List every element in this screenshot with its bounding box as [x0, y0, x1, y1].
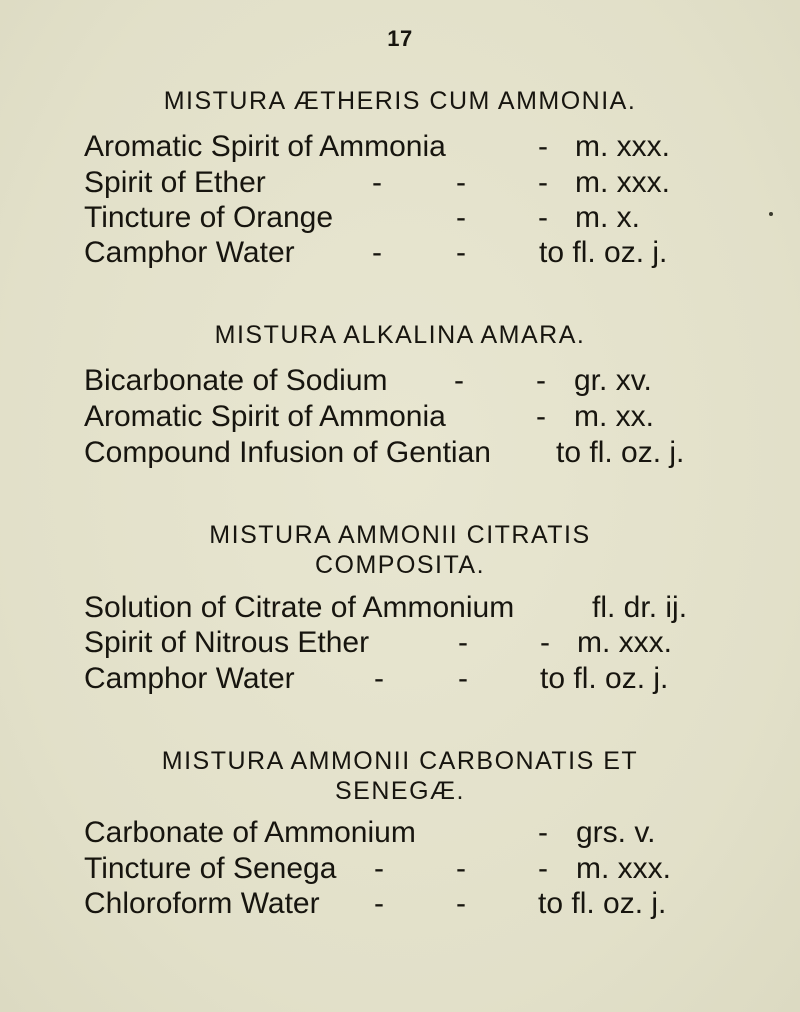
ink-speck	[769, 212, 773, 216]
ingredient-quantity: gr. xv.	[574, 364, 652, 397]
heading-line: MISTURA ALKALINA AMARA.	[214, 321, 586, 349]
leader-dash: -	[456, 166, 466, 199]
recipe-row	[84, 235, 720, 271]
ingredient-name: Carbonate of Ammonium	[84, 816, 416, 849]
ingredient-quantity: fl. dr. ij.	[592, 591, 688, 624]
ingredient-name: Chloroform Water	[84, 887, 320, 920]
leader-dash: -	[454, 364, 464, 397]
ingredient-name: Camphor Water	[84, 662, 295, 695]
recipe-row	[84, 661, 720, 697]
ingredient-quantity: m. xx.	[574, 400, 654, 433]
leader-dash: -	[538, 201, 548, 234]
ingredient-quantity: m. xxx.	[575, 166, 670, 199]
ingredient-quantity: to fl. oz. j.	[556, 436, 685, 469]
leader-dash: -	[456, 236, 466, 269]
recipe-row	[84, 625, 720, 661]
ingredient-quantity: grs. v.	[576, 816, 656, 849]
ingredient-name: Compound Infusion of Gentian	[84, 436, 491, 469]
ingredient-name: Solution of Citrate of Ammonium	[84, 591, 515, 624]
recipe-heading-mistura-ammonii-citratis	[0, 520, 800, 580]
leader-dash: -	[372, 236, 382, 269]
leader-dash: -	[372, 166, 382, 199]
ingredient-quantity: m. x.	[575, 201, 640, 234]
leader-dash: -	[538, 816, 548, 849]
recipe-row	[84, 590, 720, 626]
recipe-row	[84, 886, 720, 922]
heading-line: SENEGÆ.	[335, 777, 465, 805]
recipe-row	[84, 200, 720, 236]
ingredient-name: Spirit of Nitrous Ether	[84, 626, 370, 659]
leader-dash: -	[536, 364, 546, 397]
ingredient-quantity: m. xxx.	[576, 852, 671, 885]
leader-dash: -	[538, 130, 548, 163]
leader-dash: -	[374, 887, 384, 920]
recipe-row	[84, 399, 720, 435]
ingredient-name: Camphor Water	[84, 236, 295, 269]
heading-line: COMPOSITA.	[314, 551, 486, 579]
ingredient-name: Tincture of Senega	[84, 852, 337, 885]
heading-line: MISTURA ÆTHERIS CUM AMMONIA.	[163, 87, 637, 115]
ingredient-name: Spirit of Ether	[84, 166, 266, 199]
leader-dash: -	[536, 400, 546, 433]
leader-dash: -	[538, 852, 548, 885]
leader-dash: -	[540, 626, 550, 659]
recipe-row	[84, 363, 720, 399]
ingredient-name: Aromatic Spirit of Ammonia	[84, 130, 446, 163]
ingredient-quantity: to fl. oz. j.	[539, 236, 668, 269]
recipe-heading-mistura-aetheris	[0, 86, 800, 116]
recipe-row	[84, 129, 720, 165]
page-number: 17	[387, 26, 413, 51]
leader-dash: -	[458, 662, 468, 695]
heading-line: MISTURA AMMONII CARBONATIS ET	[161, 747, 639, 775]
ingredient-quantity: to fl. oz. j.	[538, 887, 667, 920]
ingredient-name: Aromatic Spirit of Ammonia	[84, 400, 446, 433]
leader-dash: -	[458, 626, 468, 659]
ingredient-name: Bicarbonate of Sodium	[84, 364, 388, 397]
recipe-heading-mistura-ammonii-carbonatis	[0, 746, 800, 806]
ingredient-quantity: to fl. oz. j.	[540, 662, 669, 695]
leader-dash: -	[374, 662, 384, 695]
ingredient-quantity: m. xxx.	[577, 626, 672, 659]
ingredient-name: Tincture of Orange	[84, 201, 334, 234]
leader-dash: -	[456, 887, 466, 920]
recipe-row	[84, 815, 720, 851]
leader-dash: -	[456, 201, 466, 234]
heading-line: MISTURA AMMONII CITRATIS	[209, 521, 591, 549]
recipe-row	[84, 435, 720, 471]
recipe-row	[84, 851, 720, 887]
recipe-row	[84, 165, 720, 201]
recipe-heading-mistura-alkalina	[0, 320, 800, 350]
leader-dash: -	[456, 852, 466, 885]
leader-dash: -	[374, 852, 384, 885]
leader-dash: -	[538, 166, 548, 199]
ingredient-quantity: m. xxx.	[575, 130, 670, 163]
